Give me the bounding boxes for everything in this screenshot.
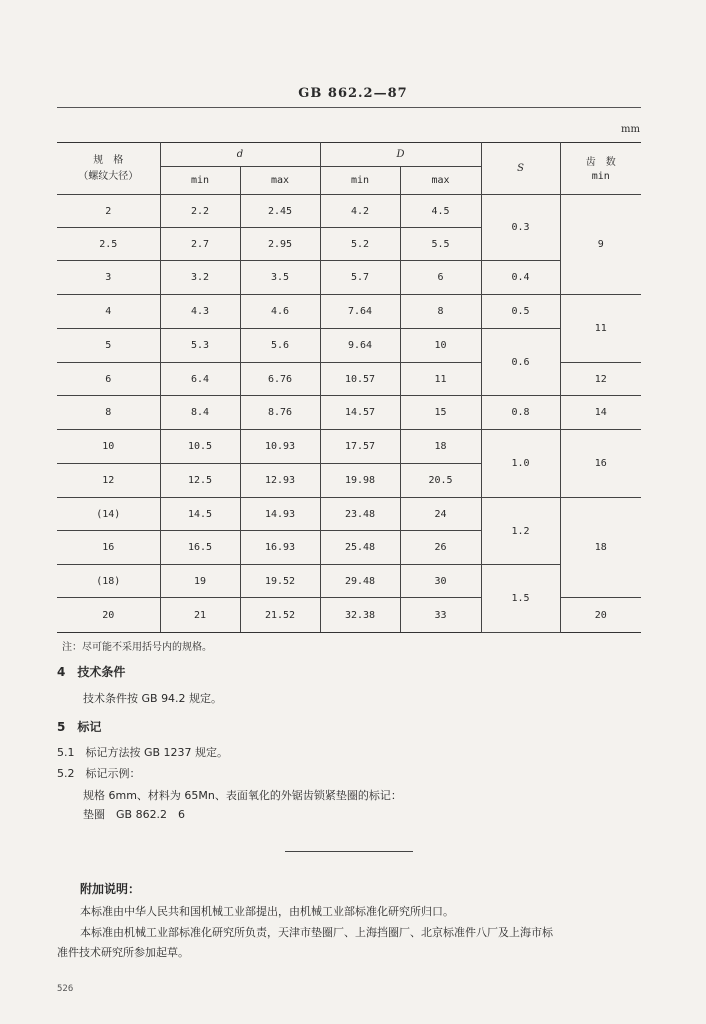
section-4-text: 技术条件按 GB 94.2 规定。 bbox=[83, 692, 223, 705]
s-cell: 0.4 bbox=[481, 261, 560, 295]
table-row: 6 6.4 6.76 10.57 11 12 bbox=[57, 363, 641, 396]
standard-code-header: GB 862.2—87 bbox=[298, 86, 408, 101]
table-unit: mm bbox=[621, 124, 640, 135]
s-cell: 0.3 bbox=[481, 195, 560, 261]
table-row: 8 8.4 8.76 14.57 15 0.8 14 bbox=[57, 396, 641, 430]
teeth-cell: 16 bbox=[560, 430, 641, 498]
s-cell: 0.8 bbox=[481, 396, 560, 430]
header-D-min: min bbox=[320, 167, 400, 195]
table-row: 12 12.5 12.93 19.98 20.5 bbox=[57, 464, 641, 498]
section-5-2: 5.2 标记示例： bbox=[57, 767, 141, 780]
table-row: 2 2.2 2.45 4.2 4.5 0.3 9 bbox=[57, 195, 641, 228]
teeth-cell: 14 bbox=[560, 396, 641, 430]
divider bbox=[285, 851, 413, 852]
header-d: d bbox=[160, 143, 320, 167]
section-5-heading: 5 标记 bbox=[57, 720, 102, 734]
table-row: (14) 14.5 14.93 23.48 24 1.2 18 bbox=[57, 498, 641, 531]
header-rule bbox=[57, 107, 641, 108]
table-row: 5 5.3 5.6 9.64 10 0.6 bbox=[57, 329, 641, 363]
teeth-cell: 12 bbox=[560, 363, 641, 396]
table-row: (18) 19 19.52 29.48 30 1.5 bbox=[57, 565, 641, 598]
appendix-line-3: 准件技术研究所参加起草。 bbox=[57, 946, 189, 959]
teeth-cell: 18 bbox=[560, 498, 641, 598]
header-teeth: 齿 数 min bbox=[560, 143, 641, 195]
table-row: 20 21 21.52 32.38 33 20 bbox=[57, 598, 641, 633]
appendix-heading: 附加说明： bbox=[80, 882, 141, 896]
header-D-max: max bbox=[400, 167, 481, 195]
section-5-1: 5.1 标记方法按 GB 1237 规定。 bbox=[57, 746, 229, 759]
page-number: 526 bbox=[57, 984, 74, 994]
teeth-cell: 20 bbox=[560, 598, 641, 633]
appendix-line-1: 本标准由中华人民共和国机械工业部提出，由机械工业部标准化研究所归口。 bbox=[80, 905, 454, 918]
s-cell: 0.6 bbox=[481, 329, 560, 396]
table-row: 3 3.2 3.5 5.7 6 0.4 bbox=[57, 261, 641, 295]
marking-example-description: 规格 6mm、材料为 65Mn、表面氧化的外锯齿锁紧垫圈的标记： bbox=[83, 789, 402, 802]
s-cell: 1.5 bbox=[481, 565, 560, 633]
section-4-heading: 4 技术条件 bbox=[57, 665, 126, 679]
marking-example: 垫圈 GB 862.2 6 bbox=[83, 808, 186, 821]
teeth-cell: 9 bbox=[560, 195, 641, 295]
s-cell: 1.0 bbox=[481, 430, 560, 498]
s-cell: 0.5 bbox=[481, 295, 560, 329]
s-cell: 1.2 bbox=[481, 498, 560, 565]
table-row: 4 4.3 4.6 7.64 8 0.5 11 bbox=[57, 295, 641, 329]
table-row: 2.5 2.7 2.95 5.2 5.5 bbox=[57, 228, 641, 261]
header-S: S bbox=[481, 143, 560, 195]
header-spec: 规 格 （螺纹大径） bbox=[57, 143, 160, 195]
appendix-line-2: 本标准由机械工业部标准化研究所负责，天津市垫圈厂、上海挡圈厂、北京标准件八厂及上海市标 bbox=[80, 926, 553, 939]
header-d-min: min bbox=[160, 167, 240, 195]
teeth-cell: 11 bbox=[560, 295, 641, 363]
header-D: D bbox=[320, 143, 481, 167]
table-note: 注：尽可能不采用括号内的规格。 bbox=[62, 642, 212, 653]
header-d-max: max bbox=[240, 167, 320, 195]
table-row: 10 10.5 10.93 17.57 18 1.0 16 bbox=[57, 430, 641, 464]
dimension-table bbox=[57, 142, 641, 633]
table-row: 16 16.5 16.93 25.48 26 bbox=[57, 531, 641, 565]
